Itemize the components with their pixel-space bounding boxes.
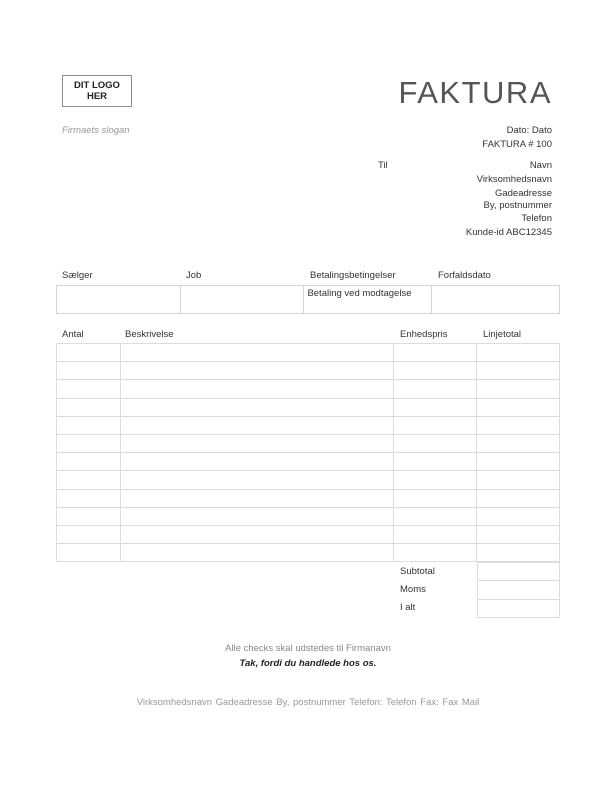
tax-cell[interactable] <box>478 581 560 599</box>
header-line-total: Linjetotal <box>483 329 522 340</box>
recipient-street: Gadeadresse <box>494 188 552 199</box>
quantity-cell[interactable] <box>57 434 121 452</box>
line-items-table <box>56 343 560 562</box>
job-cell[interactable] <box>180 286 304 314</box>
description-cell[interactable] <box>120 507 393 525</box>
checks-note: Alle checks skal udstedes til Firmanavn <box>225 643 391 654</box>
unit-price-cell[interactable] <box>394 398 477 416</box>
unit-price-cell[interactable] <box>394 525 477 543</box>
unit-price-cell[interactable] <box>394 489 477 507</box>
line-total-cell[interactable] <box>477 453 560 471</box>
description-cell[interactable] <box>120 362 393 380</box>
quantity-cell[interactable] <box>57 525 121 543</box>
table-row <box>57 398 560 416</box>
unit-price-cell[interactable] <box>394 453 477 471</box>
header-quantity: Antal <box>62 329 84 340</box>
unit-price-cell[interactable] <box>394 362 477 380</box>
logo-line-1: DIT LOGO <box>74 80 120 91</box>
recipient-city: By, postnummer <box>483 200 552 211</box>
recipient-phone: Telefon <box>521 213 552 224</box>
invoice-date: Dato: Dato <box>506 125 552 136</box>
description-cell[interactable] <box>120 380 393 398</box>
table-row <box>57 525 560 543</box>
seller-cell[interactable] <box>57 286 181 314</box>
line-total-cell[interactable] <box>477 507 560 525</box>
due-date-cell[interactable] <box>432 286 560 314</box>
line-total-cell[interactable] <box>477 362 560 380</box>
quantity-cell[interactable] <box>57 398 121 416</box>
line-total-cell[interactable] <box>477 525 560 543</box>
logo-line-2: HER <box>86 91 108 102</box>
quantity-cell[interactable] <box>57 362 121 380</box>
unit-price-cell[interactable] <box>394 434 477 452</box>
table-row <box>57 544 560 562</box>
quantity-cell[interactable] <box>57 471 121 489</box>
header-unit-price: Enhedspris <box>400 329 448 340</box>
description-cell[interactable] <box>120 489 393 507</box>
table-row <box>57 507 560 525</box>
recipient-label: Til <box>378 160 388 171</box>
quantity-cell[interactable] <box>57 489 121 507</box>
description-cell[interactable] <box>120 525 393 543</box>
total-label: I alt <box>400 602 416 613</box>
header-job: Job <box>186 270 202 281</box>
table-row <box>57 489 560 507</box>
line-total-cell[interactable] <box>477 344 560 362</box>
description-cell[interactable] <box>120 398 393 416</box>
table-row <box>478 581 560 599</box>
invoice-title: FAKTURA <box>398 75 552 110</box>
quantity-cell[interactable] <box>57 380 121 398</box>
subtotal-label: Subtotal <box>400 566 435 577</box>
header-description: Beskrivelse <box>125 329 174 340</box>
description-cell[interactable] <box>120 453 393 471</box>
logo-placeholder <box>62 75 132 107</box>
unit-price-cell[interactable] <box>394 344 477 362</box>
subtotal-cell[interactable] <box>478 563 560 581</box>
table-row <box>57 362 560 380</box>
line-total-cell[interactable] <box>477 416 560 434</box>
payment-terms-cell[interactable]: Betaling ved modtagelse <box>304 286 432 314</box>
table-row <box>57 344 560 362</box>
table-row <box>57 434 560 452</box>
unit-price-cell[interactable] <box>394 544 477 562</box>
header-due-date: Forfaldsdato <box>438 270 491 281</box>
line-total-cell[interactable] <box>477 434 560 452</box>
line-total-cell[interactable] <box>477 471 560 489</box>
table-row <box>57 380 560 398</box>
company-slogan: Firmaets slogan <box>62 125 130 136</box>
quantity-cell[interactable] <box>57 507 121 525</box>
unit-price-cell[interactable] <box>394 380 477 398</box>
quantity-cell[interactable] <box>57 453 121 471</box>
line-total-cell[interactable] <box>477 489 560 507</box>
table-row <box>57 453 560 471</box>
tax-label: Moms <box>400 584 426 595</box>
total-cell[interactable] <box>478 599 560 617</box>
description-cell[interactable] <box>120 416 393 434</box>
invoice-number: FAKTURA # 100 <box>482 139 552 150</box>
table-row <box>478 599 560 617</box>
unit-price-cell[interactable] <box>394 416 477 434</box>
thank-you-note: Tak, fordi du handlede hos os. <box>239 658 377 669</box>
description-cell[interactable] <box>120 471 393 489</box>
table-row <box>57 416 560 434</box>
quantity-cell[interactable] <box>57 344 121 362</box>
table-row <box>478 563 560 581</box>
table-row <box>57 471 560 489</box>
description-cell[interactable] <box>120 344 393 362</box>
recipient-name: Navn <box>529 160 552 171</box>
header-seller: Sælger <box>62 270 93 281</box>
unit-price-cell[interactable] <box>394 471 477 489</box>
totals-table <box>477 562 560 618</box>
info-row <box>57 286 560 314</box>
description-cell[interactable] <box>120 434 393 452</box>
quantity-cell[interactable] <box>57 544 121 562</box>
description-cell[interactable] <box>120 544 393 562</box>
line-total-cell[interactable] <box>477 380 560 398</box>
quantity-cell[interactable] <box>57 416 121 434</box>
unit-price-cell[interactable] <box>394 507 477 525</box>
footer-contact: Virksomhedsnavn Gadeadresse By, postnummer Telefon: Telefon Fax: Fax Mail <box>136 697 480 708</box>
recipient-company: Virksomhedsnavn <box>476 174 552 185</box>
customer-id: Kunde-id ABC12345 <box>465 227 552 238</box>
line-total-cell[interactable] <box>477 398 560 416</box>
line-total-cell[interactable] <box>477 544 560 562</box>
header-payment-terms: Betalingsbetingelser <box>310 270 396 281</box>
info-table <box>56 285 560 314</box>
